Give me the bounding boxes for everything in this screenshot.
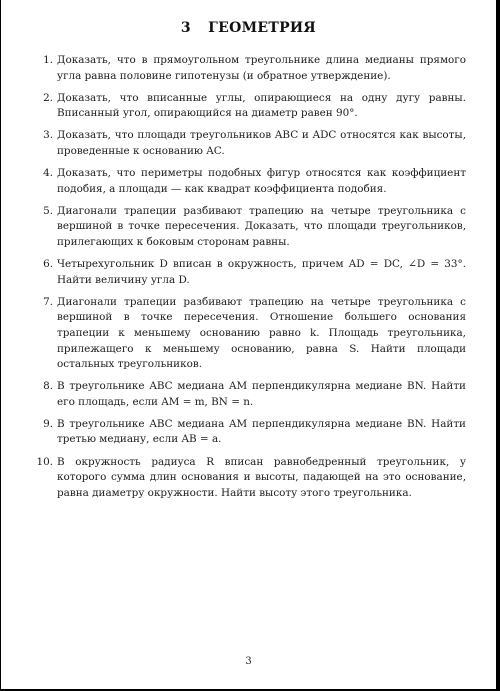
problem-item — [31, 166, 466, 197]
problem-number: 3. — [43, 129, 53, 142]
section-number: 3 — [180, 20, 191, 36]
problem-text: Доказать, что вписанные углы, опирающиеся на одну дугу равны. Вписанный угол, опирающийся на диаметр равен 90°. — [57, 91, 466, 120]
problem-text: В треугольнике ABC медиана AM перпендикулярна медиане BN. Найти его площадь, если AM = m, BN = n. — [57, 380, 466, 408]
problem-item — [31, 295, 466, 373]
problem-number: 5. — [43, 204, 53, 217]
problem-number: 7. — [43, 295, 53, 308]
problem-item — [31, 91, 466, 122]
problem-number: 9. — [43, 417, 53, 430]
problem-number: 6. — [43, 258, 53, 271]
problem-text: Четырехугольник D вписан в окружность, причем AD = DC, ∠D = 33°. Найти величину угла D. — [57, 258, 466, 286]
problem-item — [31, 128, 466, 159]
problem-number: 8. — [43, 380, 53, 393]
problem-number: 1. — [43, 54, 53, 66]
section-heading — [1, 20, 496, 36]
problem-number: 4. — [43, 167, 53, 180]
problem-text: В окружность радиуса R вписан равнобедренный треугольник, у которого сумма длин основания и высоты, падающей на это основание, равна диаметру окружности. Найти высоту этого треугольника. — [57, 455, 466, 499]
problem-list — [31, 53, 466, 508]
section-title: ГЕОМЕТРИЯ — [208, 20, 317, 36]
problem-text: Диагонали трапеции разбивают трапецию на четыре треугольника с вершиной в точке пересечения. Отношение большего основания трапеции к меньшему основанию равно k. Площадь треугольника, прилежащего к меньшему основанию, равна S. Найти площади остальных треугольников. — [57, 295, 466, 371]
problem-number: 2. — [43, 91, 53, 104]
problem-item — [31, 379, 466, 410]
problem-text: В треугольнике ABC медиана AM перпендикулярна медиане BN. Найти третью медиану, если AB = a. — [57, 417, 466, 446]
problem-item — [31, 417, 466, 448]
page-number: 3 — [245, 656, 252, 667]
problem-item — [31, 257, 466, 288]
problem-text: Доказать, что в прямоугольном треугольнике длина медианы прямого угла равна половине гипотенузы (и обратное утверждение). — [57, 54, 466, 82]
problem-item — [31, 455, 466, 502]
problem-text: Доказать, что периметры подобных фигур относятся как коэффициент подобия, а площади — как квадрат коэффициента подобия. — [57, 167, 466, 195]
problem-item — [31, 53, 466, 84]
problem-number: 10. — [36, 455, 53, 468]
problem-text: Диагонали трапеции разбивают трапецию на четыре треугольника с вершиной в точке пересечения. Доказать, что площади треугольников, прилегающих к боковым сторонам равны. — [57, 204, 466, 248]
problem-text: Доказать, что площади треугольников ABC и ADC относятся как высоты, проведенные к основанию AC. — [57, 129, 466, 157]
document-page — [1, 0, 496, 689]
problem-item — [31, 204, 466, 251]
